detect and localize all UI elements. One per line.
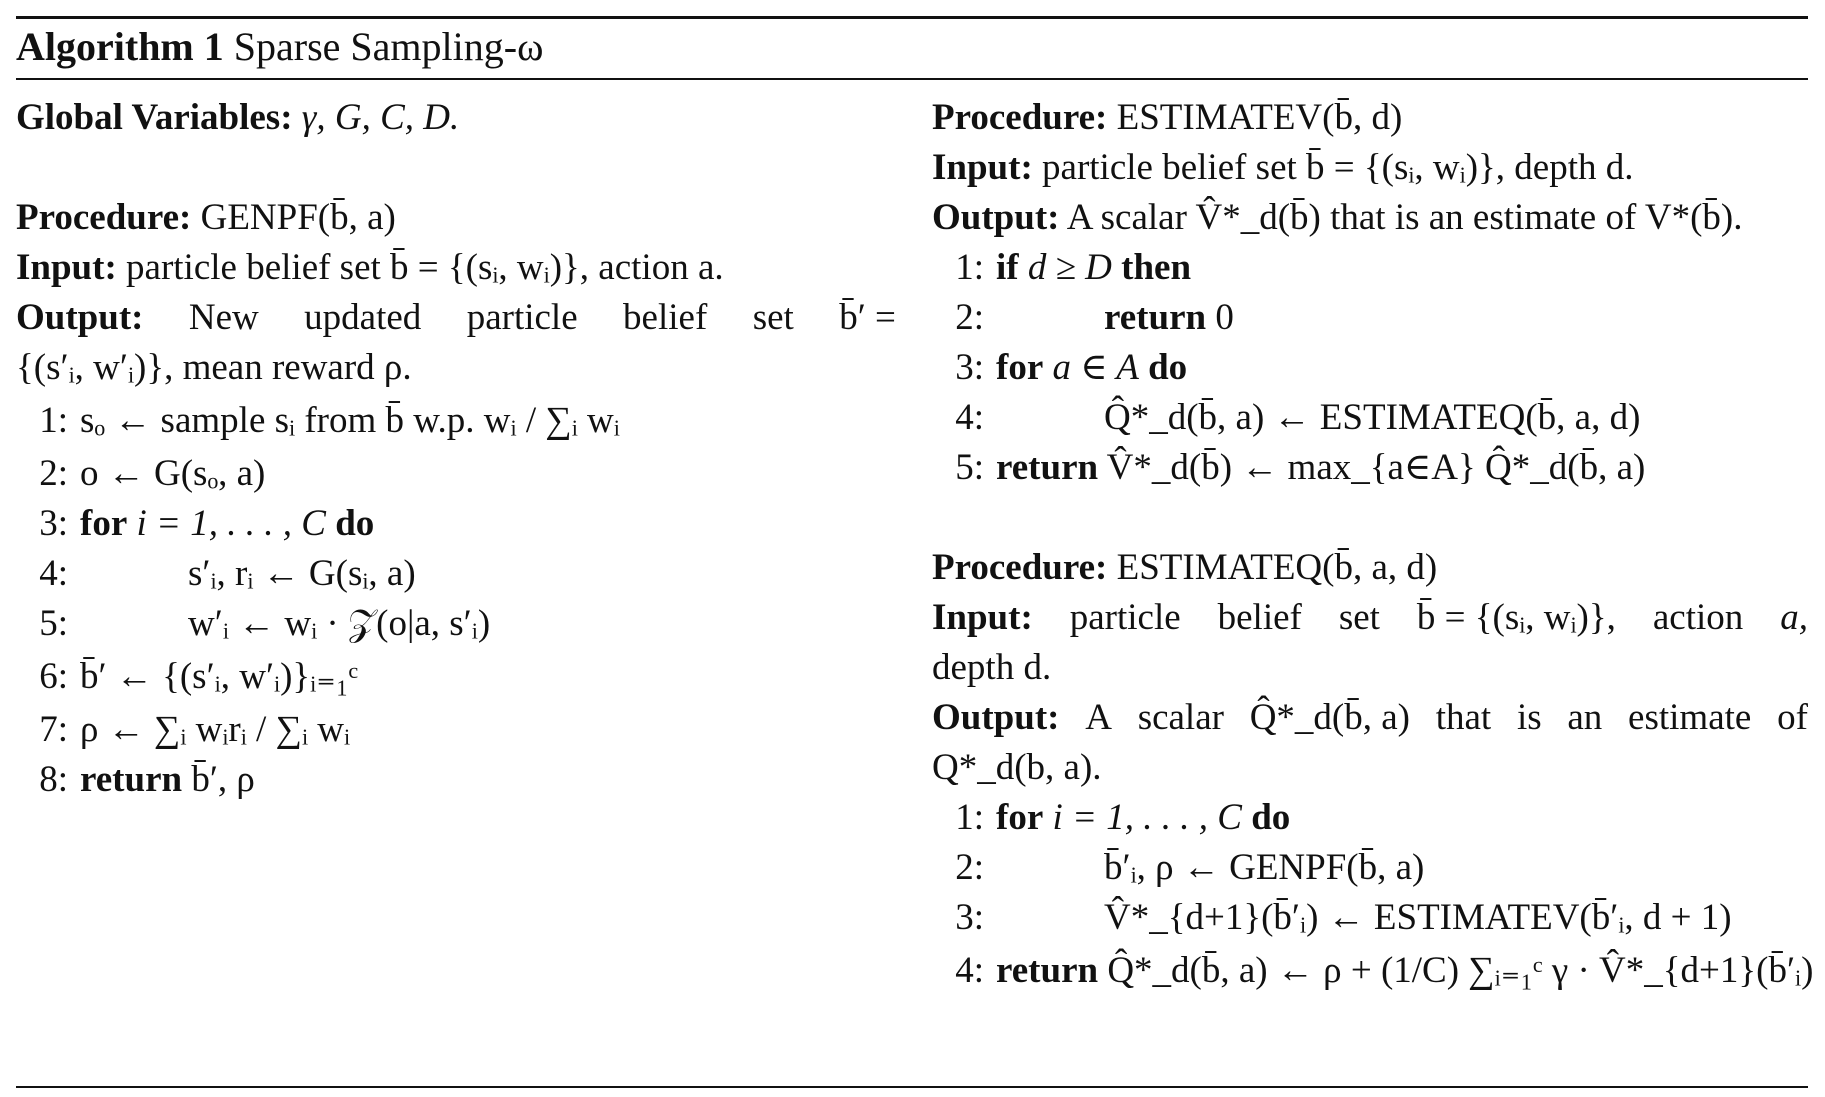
global-variables: Global Variables: γ, G, C, D.	[16, 97, 460, 138]
genpf-step: 7: ρ ← ∑ᵢ wᵢrᵢ / ∑ᵢ wᵢ	[39, 709, 351, 750]
top-rule	[16, 16, 1808, 19]
estimateq-header: Procedure: ESTIMATEQ(b̄, a, d)	[932, 547, 1438, 588]
estimateq-step: 1: for i = 1, . . . , C do	[955, 797, 1291, 838]
estimatev-output: Output: A scalar V̂*_d(b̄) that is an estimate of V*(b̄).	[932, 197, 1743, 238]
estimatev-step: 1: if d ≥ D then	[955, 247, 1192, 288]
genpf-step: 2: o ← G(sₒ, a)	[39, 453, 266, 494]
genpf-header: Procedure: GENPF(b̄, a)	[16, 197, 396, 238]
estimateq-step: 4: return Q̂*_d(b̄, a) ← ρ + (1/C) ∑ᵢ₌₁ᶜ γ · V̂*_{d+1}(b̄′ᵢ)	[955, 950, 1814, 991]
left-column	[16, 93, 896, 805]
estimatev-input: Input: particle belief set b̄ = {(sᵢ, wᵢ)}, depth d.	[932, 147, 1634, 188]
algorithm-caption	[16, 22, 543, 72]
algorithm-name: Sparse Sampling-ω	[233, 24, 544, 69]
estimatev-step: 2: return 0	[955, 297, 1234, 338]
genpf-output: Output: New updated particle belief set b̄′ =	[16, 297, 896, 338]
estimateq-output: Output: A scalar Q̂*_d(b̄, a) that is an estimate of	[932, 697, 1808, 738]
estimatev-header: Procedure: ESTIMATEV(b̄, d)	[932, 97, 1403, 138]
genpf-step: 1: sₒ ← sample sᵢ from b̄ w.p. wᵢ / ∑ᵢ wᵢ	[39, 400, 620, 441]
genpf-procedure	[16, 193, 896, 805]
algorithm-label: Algorithm 1	[16, 24, 224, 69]
estimateq-output-cont: Q*_d(b, a).	[932, 747, 1102, 788]
genpf-step: 6: b̄′ ← {(s′ᵢ, w′ᵢ)}ᵢ₌₁ᶜ	[39, 656, 359, 697]
estimateq-step: 3: V̂*_{d+1}(b̄′ᵢ) ← ESTIMATEV(b̄′ᵢ, d + 1)	[955, 897, 1732, 938]
estimateq-step: 2: b̄′ᵢ, ρ ← GENPF(b̄, a)	[955, 847, 1425, 888]
estimateq-signature: ESTIMATEQ(b̄, a, d)	[1116, 547, 1438, 588]
genpf-input: Input: particle belief set b̄ = {(sᵢ, wᵢ)}, action a.	[16, 247, 724, 288]
estimateq-procedure	[932, 543, 1814, 999]
estimateq-input: Input: particle belief set b̄ = {(sᵢ, wᵢ)}, action a,	[932, 597, 1808, 638]
estimatev-step: 5: return V̂*_d(b̄) ← max_{a∈A} Q̂*_d(b̄, a)	[955, 447, 1646, 488]
genpf-signature: GENPF(b̄, a)	[200, 197, 396, 238]
estimatev-procedure	[932, 93, 1808, 493]
estimatev-signature: ESTIMATEV(b̄, d)	[1116, 97, 1403, 138]
caption-rule	[16, 78, 1808, 80]
genpf-step: 8: return b̄′, ρ	[39, 759, 255, 800]
genpf-step: 3: for i = 1, . . . , C do	[39, 503, 375, 544]
right-column	[932, 93, 1814, 999]
estimateq-input-cont: depth d.	[932, 647, 1052, 688]
genpf-step: 4: s′ᵢ, rᵢ ← G(sᵢ, a)	[39, 553, 416, 594]
genpf-step: 5: w′ᵢ ← wᵢ · 𝒵(o|a, s′ᵢ)	[39, 603, 491, 644]
estimatev-step: 3: for a ∈ A do	[955, 347, 1188, 388]
genpf-output-cont: {(s′ᵢ, w′ᵢ)}, mean reward ρ.	[16, 347, 412, 388]
estimatev-step: 4: Q̂*_d(b̄, a) ← ESTIMATEQ(b̄, a, d)	[955, 397, 1641, 438]
bottom-rule	[16, 1086, 1808, 1088]
